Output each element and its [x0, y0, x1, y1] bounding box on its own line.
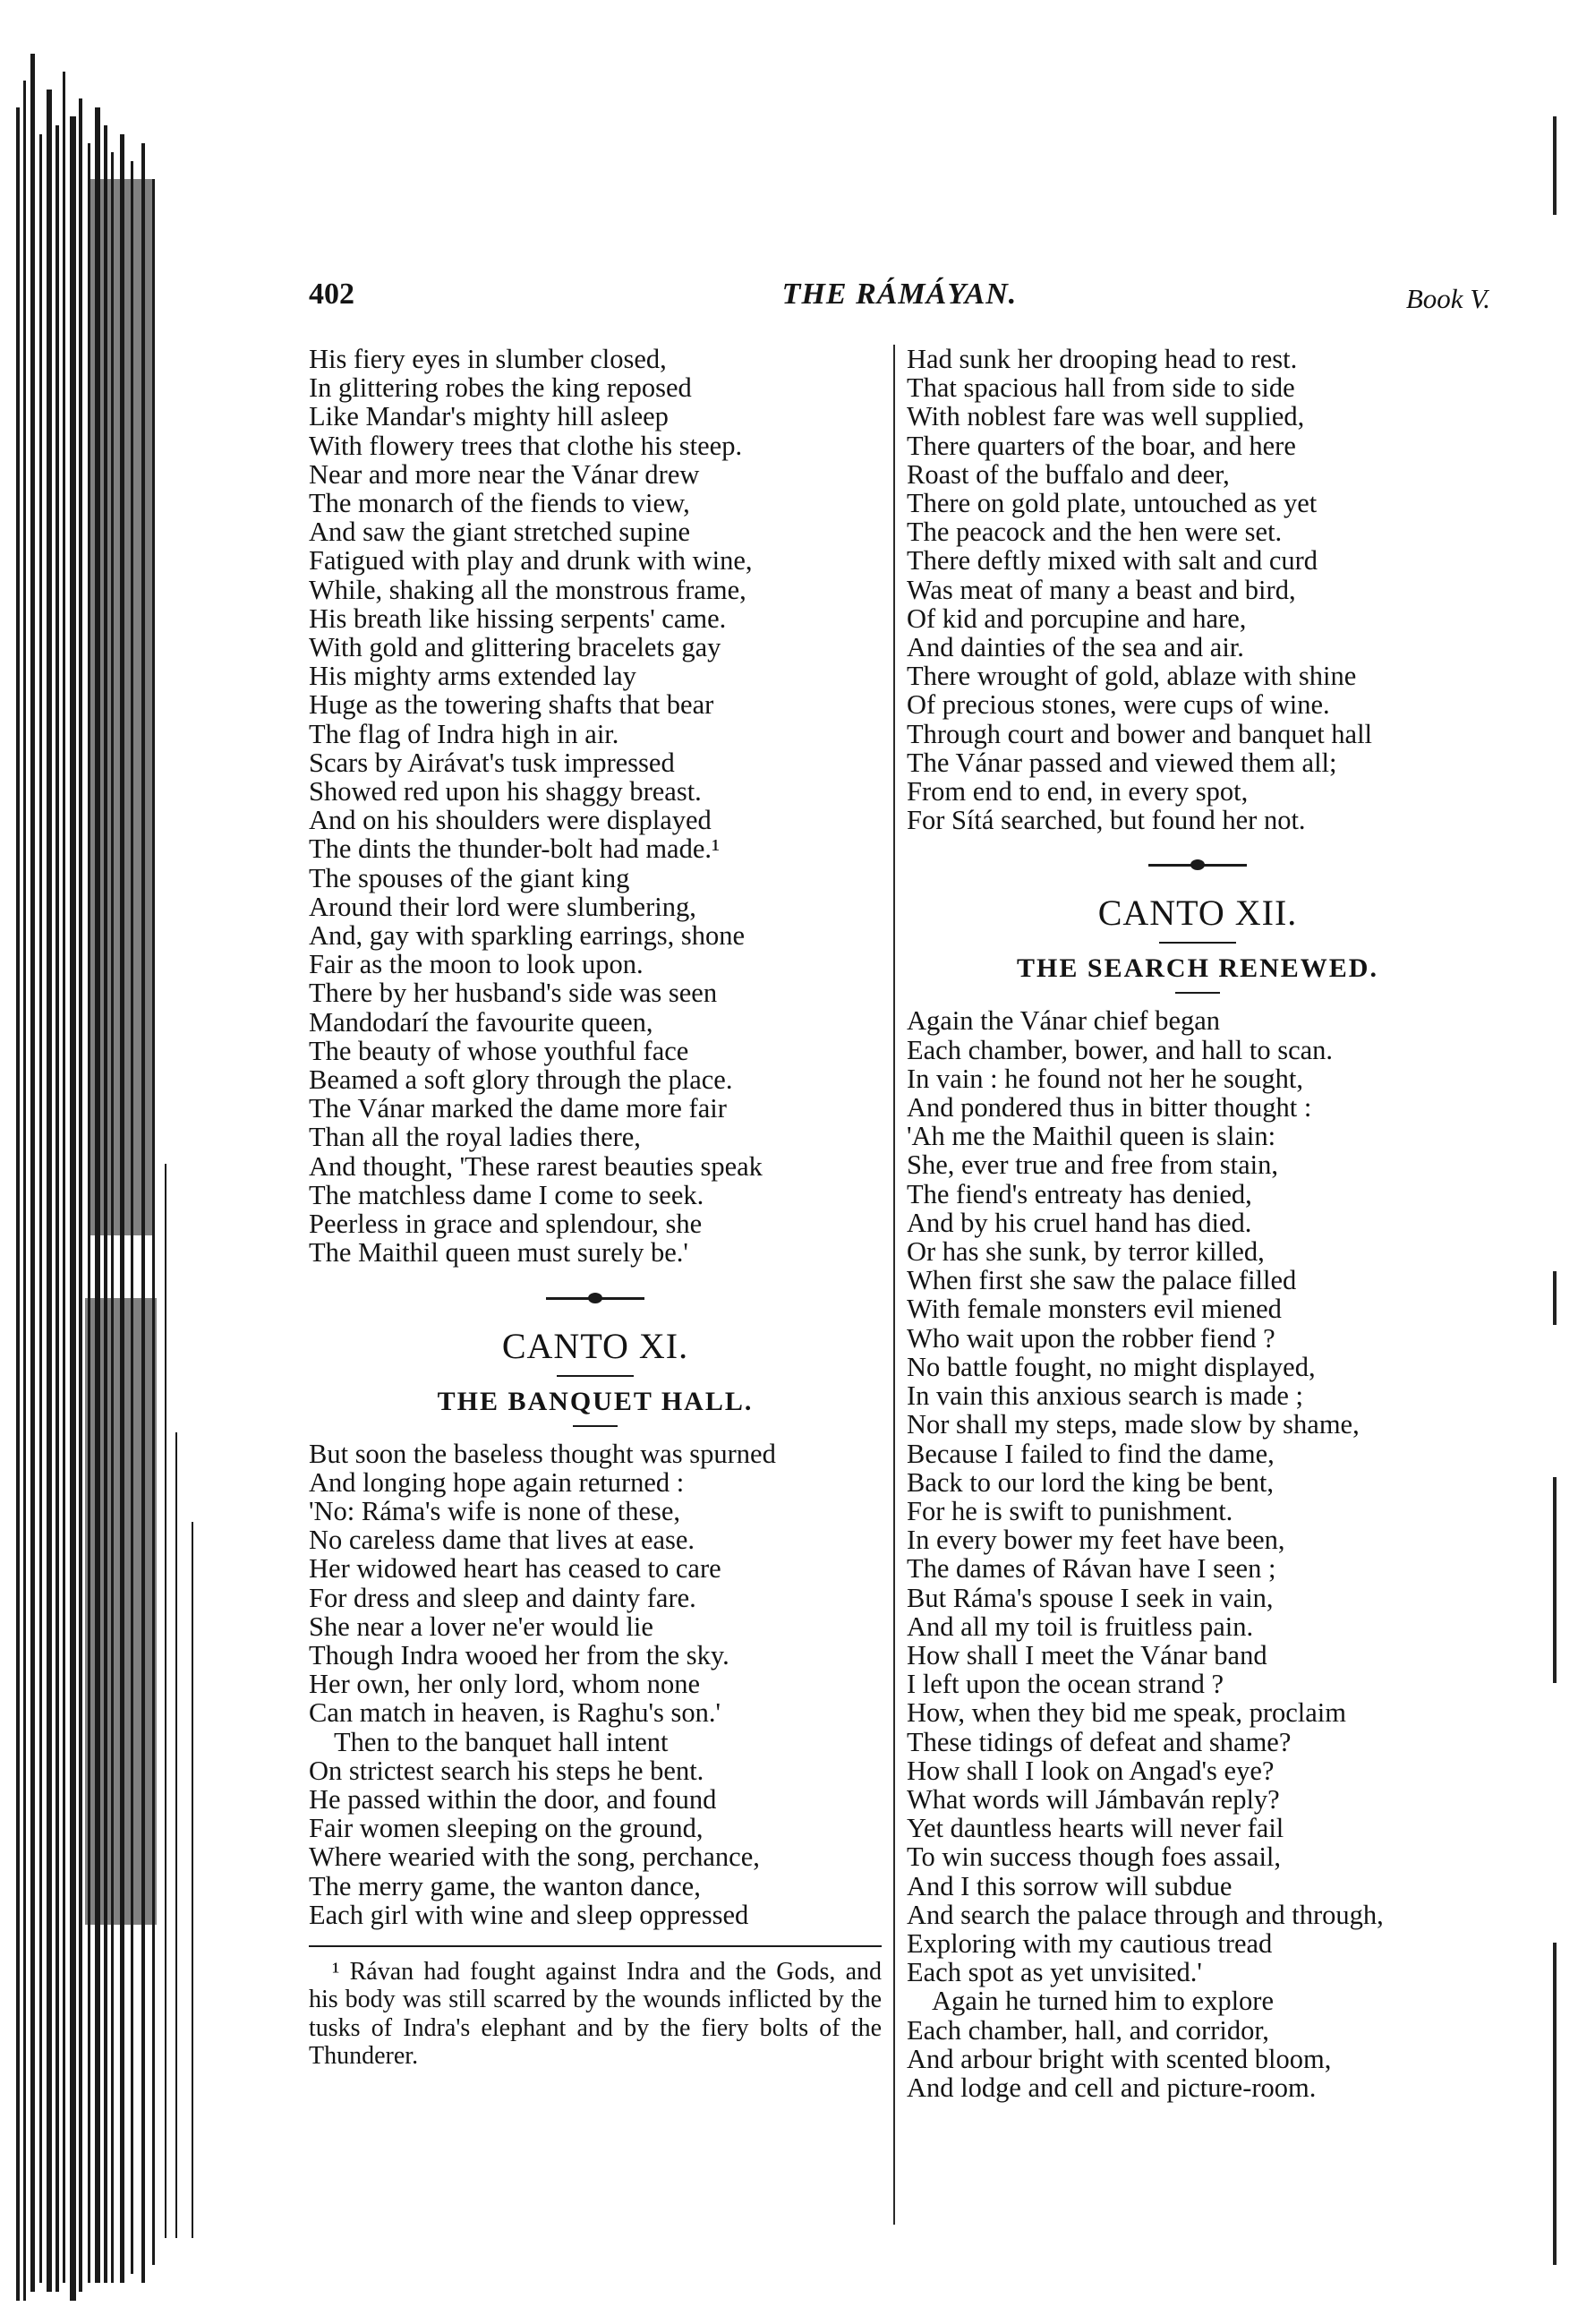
verse-line: She, ever true and free from stain, — [907, 1149, 1278, 1181]
verse-line: There on gold plate, untouched as yet — [907, 488, 1318, 519]
page-header — [309, 278, 1490, 331]
verse-line: Again he turned him to explore — [932, 1986, 1274, 2017]
verse-line: Fair as the moon to look upon. — [309, 949, 644, 980]
binding-shadow — [85, 1298, 157, 1925]
verse-block — [907, 1006, 1488, 1987]
left-column — [309, 345, 882, 2071]
verse-line: Can match in heaven, is Raghu's son.' — [309, 1697, 721, 1729]
binding-stripe — [63, 72, 65, 2283]
verse-line: The dames of Rávan have I seen ; — [907, 1553, 1276, 1585]
binding-stripe — [55, 125, 59, 2292]
binding-stripe — [175, 1432, 177, 2238]
right-column — [907, 345, 1488, 2102]
verse-line: The peacock and the hen were set. — [907, 517, 1283, 548]
verse-line: And arbour bright with scented bloom, — [907, 2043, 1332, 2074]
verse-line: There by her husband's side was seen — [309, 978, 718, 1009]
binding-stripe — [192, 1522, 193, 2238]
verse-line: Though Indra wooed her from the sky. — [309, 1639, 729, 1670]
verse-line: Her own, her only lord, whom none — [309, 1669, 701, 1700]
verse-line: Scars by Airávat's tusk impressed — [309, 747, 675, 778]
verse-line: Than all the royal ladies there, — [309, 1122, 641, 1153]
verse-block — [309, 345, 882, 1268]
verse-line: Exploring with my cautious tread — [907, 1927, 1273, 1959]
binding-stripe — [30, 54, 35, 2292]
verse-line: Like Mandar's mighty hill asleep — [309, 401, 669, 432]
verse-line: From end to end, in every spot, — [907, 776, 1249, 807]
verse-line: And I this sorrow will subdue — [907, 1870, 1233, 1901]
verse-line: How shall I meet the Vánar band — [907, 1639, 1267, 1670]
verse-line: But soon the baseless thought was spurned — [309, 1438, 776, 1469]
verse-block — [907, 1987, 1488, 2102]
verse-line: Huge as the towering shafts that bear — [309, 689, 714, 721]
verse-line: Yet dauntless hearts will never fail — [907, 1813, 1284, 1844]
verse-line: The Vánar marked the dame more fair — [309, 1093, 727, 1124]
verse-line: What words will Jámbaván reply? — [907, 1783, 1280, 1815]
verse-line: On strictest search his steps he bent. — [309, 1755, 704, 1786]
verse-line: While, shaking all the monstrous frame, — [309, 574, 746, 605]
verse-line: Each spot as yet unvisited.' — [907, 1957, 1202, 1988]
verse-line: His breath like hissing serpents' came. — [309, 602, 727, 634]
verse-line: For he is swift to punishment. — [907, 1495, 1233, 1526]
verse-line: His mighty arms extended lay — [309, 661, 636, 692]
title-rule — [1159, 942, 1236, 944]
verse-line: Again the Vánar chief began — [907, 1005, 1221, 1037]
binding-stripe — [152, 179, 155, 2265]
verse-line: With female monsters evil miened — [907, 1294, 1282, 1325]
verse-line: The Vánar passed and viewed them all; — [907, 747, 1337, 778]
verse-line: 'Ah me the Maithil queen is slain: — [907, 1121, 1276, 1152]
verse-line: There wrought of gold, ablaze with shine — [907, 661, 1357, 692]
binding-stripe — [16, 107, 20, 2301]
verse-line: With noblest fare was well supplied, — [907, 401, 1305, 432]
canto-title: CANTO XII. — [1097, 893, 1298, 934]
verse-line: Fair women sleeping on the ground, — [309, 1813, 704, 1844]
verse-line: To win success though foes assail, — [907, 1841, 1282, 1873]
verse-line: The fiend's entreaty has denied, — [907, 1178, 1252, 1209]
verse-line: In glittering robes the king reposed — [309, 372, 692, 404]
verse-line: Roast of the buffalo and deer, — [907, 458, 1230, 490]
verse-line: Where wearied with the song, perchance, — [309, 1841, 760, 1873]
running-title: THE RÁMÁYAN. — [781, 278, 1018, 311]
binding-stripe — [165, 1164, 166, 2238]
scan-right-edge — [1553, 1271, 1557, 1325]
binding-stripe — [70, 116, 76, 2301]
verse-line: Because I failed to find the dame, — [907, 1438, 1275, 1469]
section-ornament — [1148, 852, 1247, 879]
verse-block — [907, 345, 1488, 834]
verse-line: But Ráma's spouse I seek in vain, — [907, 1582, 1274, 1613]
verse-line: With flowery trees that clothe his steep. — [309, 430, 743, 461]
binding-stripe — [47, 90, 52, 2292]
binding-stripe — [23, 81, 26, 2301]
verse-line: The Maithil queen must surely be.' — [309, 1237, 688, 1269]
scan-right-edge — [1553, 1477, 1557, 1683]
verse-line: These tidings of defeat and shame? — [907, 1726, 1292, 1757]
verse-line: And search the palace through and through, — [907, 1899, 1384, 1930]
verse-line: Of kid and porcupine and hare, — [907, 602, 1247, 634]
verse-line: The matchless dame I come to seek. — [309, 1179, 704, 1210]
verse-line: No battle fought, no might displayed, — [907, 1351, 1316, 1382]
verse-line: Near and more near the Vánar drew — [309, 458, 700, 490]
verse-line: Nor shall my steps, made slow by shame, — [907, 1409, 1360, 1440]
verse-line: That spacious hall from side to side — [907, 372, 1295, 404]
verse-line: She near a lover ne'er would lie — [309, 1611, 653, 1642]
section-ornament — [546, 1286, 644, 1312]
verse-line: With gold and glittering bracelets gay — [309, 632, 721, 663]
verse-line: Each girl with wine and sleep oppressed — [309, 1899, 749, 1930]
verse-line: Around their lord were slumbering, — [309, 891, 696, 922]
scan-binding-edge — [0, 0, 242, 2324]
verse-line: And pondered thus in bitter thought : — [907, 1092, 1312, 1124]
verse-line: Mandodarí the favourite queen, — [309, 1006, 653, 1038]
verse-line: And saw the giant stretched supine — [309, 517, 691, 548]
verse-line: Through court and bower and banquet hall — [907, 718, 1373, 749]
verse-line: For dress and sleep and dainty fare. — [309, 1582, 696, 1613]
binding-stripe — [79, 98, 82, 2292]
verse-line: 'No: Ráma's wife is none of these, — [309, 1495, 681, 1526]
verse-line: Of precious stones, were cups of wine. — [907, 689, 1330, 721]
verse-line: Had sunk her drooping head to rest. — [907, 344, 1298, 374]
verse-line: Then to the banquet hall intent — [334, 1726, 669, 1757]
verse-line: There deftly mixed with salt and curd — [907, 545, 1318, 577]
canto-title: CANTO XI. — [501, 1325, 689, 1366]
binding-stripe — [39, 134, 42, 2283]
verse-line: He passed within the door, and found — [309, 1783, 717, 1815]
verse-line: And lodge and cell and picture-room. — [907, 2072, 1317, 2103]
verse-line: There quarters of the boar, and here — [907, 430, 1296, 461]
verse-block — [309, 1440, 882, 1728]
canto-subtitle: THE SEARCH RENEWED. — [1017, 953, 1378, 984]
verse-line: And thought, 'These rarest beauties speak — [309, 1150, 763, 1182]
scan-right-edge — [1553, 1943, 1557, 2265]
verse-line: No careless dame that lives at ease. — [309, 1525, 695, 1556]
verse-line: In vain : he found not her he sought, — [907, 1063, 1304, 1094]
book-label: Book V. — [1405, 283, 1490, 314]
verse-line: Showed red upon his shaggy breast. — [309, 776, 702, 807]
verse-line: Or has she sunk, by terror killed, — [907, 1236, 1265, 1268]
column-divider — [893, 345, 895, 2225]
canto-subtitle: THE BANQUET HALL. — [437, 1386, 754, 1416]
scan-right-edge — [1553, 116, 1557, 215]
binding-shadow — [90, 179, 152, 1235]
verse-line: The spouses of the giant king — [309, 862, 630, 893]
verse-line: Fatigued with play and drunk with wine, — [309, 545, 753, 577]
verse-line: I left upon the ocean strand ? — [907, 1669, 1224, 1700]
verse-line: And longing hope again returned : — [309, 1466, 685, 1498]
verse-block — [309, 1728, 882, 1929]
verse-line: When first she saw the palace filled — [907, 1265, 1297, 1296]
verse-line: Peerless in grace and splendour, she — [309, 1209, 703, 1240]
verse-line: Beamed a soft glory through the place. — [309, 1064, 733, 1096]
verse-line: And on his shoulders were displayed — [309, 805, 712, 836]
verse-line: The merry game, the wanton dance, — [309, 1870, 701, 1901]
verse-line: In every bower my feet have been, — [907, 1525, 1285, 1556]
verse-line: In vain this anxious search is made ; — [907, 1380, 1303, 1412]
verse-line: Back to our lord the king be bent, — [907, 1466, 1274, 1498]
verse-line: The dints the thunder-bolt had made.¹ — [309, 833, 721, 865]
verse-line: Her widowed heart has ceased to care — [309, 1553, 721, 1585]
verse-line: Each chamber, hall, and corridor, — [907, 2014, 1269, 2046]
verse-line: And all my toil is fruitless pain. — [907, 1611, 1254, 1642]
verse-line: The flag of Indra high in air. — [309, 718, 619, 749]
verse-line: Was meat of many a beast and bird, — [907, 574, 1296, 605]
verse-line: Each chamber, bower, and hall to scan. — [907, 1034, 1334, 1065]
verse-line: And dainties of the sea and air. — [907, 632, 1244, 663]
verse-line: For Sítá searched, but found her not. — [907, 805, 1306, 836]
footnote-rule — [309, 1945, 882, 1947]
verse-line: How, when they bid me speak, proclaim — [907, 1697, 1346, 1729]
subtitle-rule — [573, 1425, 618, 1427]
verse-line: And, gay with sparkling earrings, shone — [309, 920, 746, 952]
verse-line: How shall I look on Angad's eye? — [907, 1755, 1275, 1786]
page-number: 402 — [309, 278, 354, 311]
verse-line: His fiery eyes in slumber closed, — [309, 344, 667, 374]
verse-line: Who wait upon the robber fiend ? — [907, 1322, 1275, 1354]
verse-line: The beauty of whose youthful face — [309, 1035, 689, 1066]
title-rule — [557, 1375, 634, 1377]
subtitle-rule — [1175, 992, 1220, 994]
footnote: ¹ Rávan had fought against Indra and the Gods, and his body was still scarred by the wounds inflicted by the tusks of Indra's elephant and by the fiery bolts of the Thunderer. — [309, 1957, 882, 2071]
verse-line: The monarch of the fiends to view, — [309, 488, 690, 519]
verse-line: And by his cruel hand has died. — [907, 1207, 1252, 1238]
